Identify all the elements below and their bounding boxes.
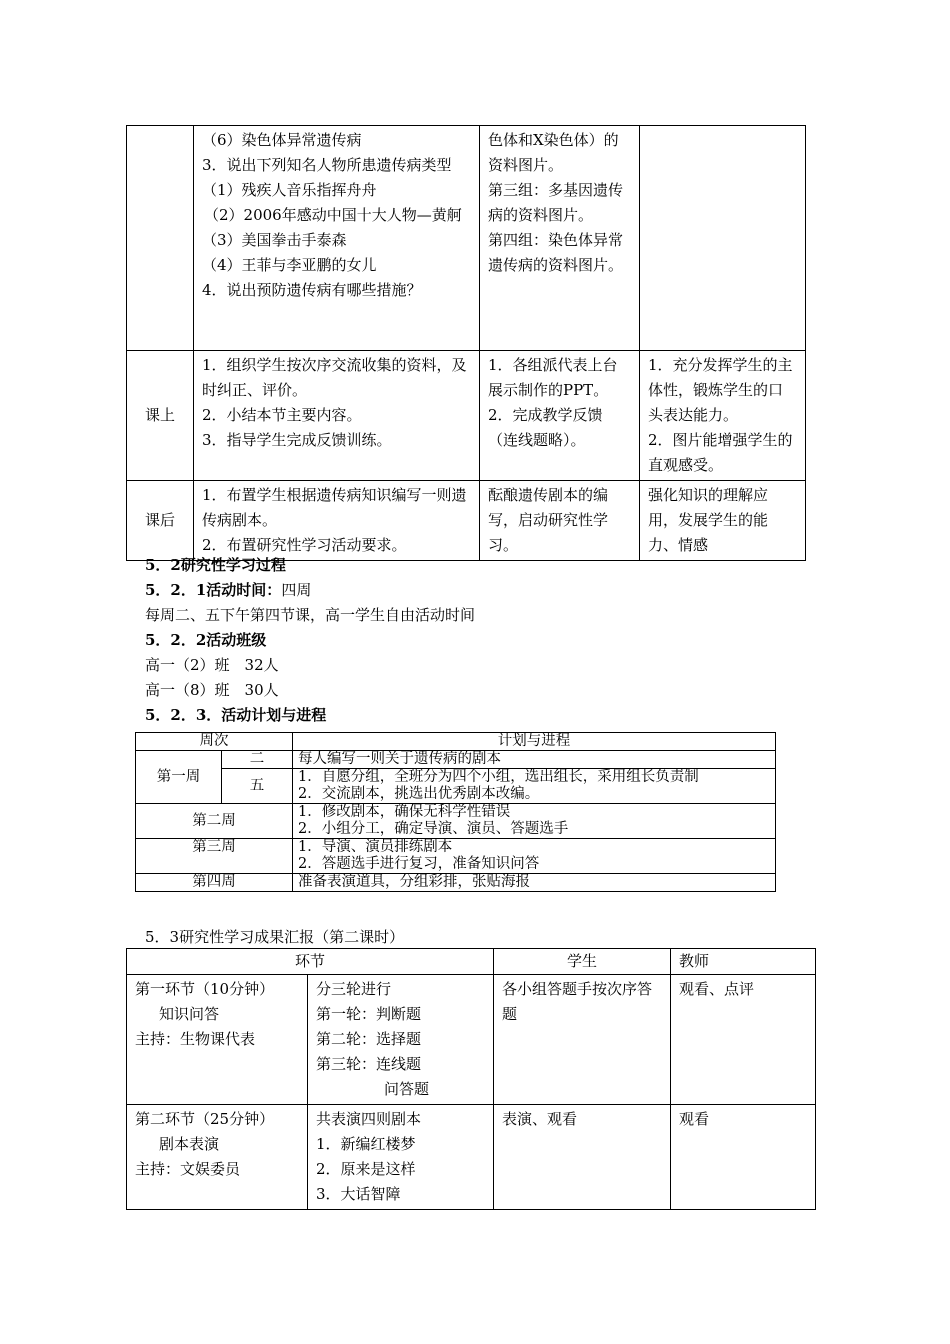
- text-line: 1．修改剧本，确保无科学性错误: [298, 804, 511, 820]
- subsection-heading: 5．2．2活动班级: [145, 631, 267, 649]
- column-header: 环节: [127, 949, 494, 975]
- paragraph: 每周二、五下午第四节课，高一学生自由活动时间: [145, 606, 476, 624]
- text-line: 主持：文娱委员: [135, 1160, 241, 1178]
- content-cell: [308, 1105, 494, 1210]
- text-line: （4）王菲与李亚鹏的女儿: [202, 256, 377, 274]
- text-line: 1．导演、演员排练剧本: [298, 839, 453, 855]
- column-header: 周次: [136, 733, 293, 751]
- text-line: （1）残疾人音乐指挥舟舟: [202, 181, 377, 199]
- text-line: 1．充分发挥学生的主体性，锻炼学生的口头表达能力。: [648, 356, 793, 424]
- table-row: [136, 751, 776, 769]
- text-line: 2．答题选手进行复习，准备知识问答: [298, 856, 540, 872]
- text-line: 1．组织学生按次序交流收集的资料，及时纠正、评价。: [202, 356, 467, 399]
- text-line: 2．小组分工，确定导演、演员、答题选手: [298, 821, 569, 837]
- text-line: 1．自愿分组，全班分为四个小组，选出组长，采用组长负责制: [298, 769, 699, 785]
- section-heading: 5．3研究性学习成果汇报（第二课时）: [145, 928, 405, 946]
- table-row: [136, 769, 776, 804]
- text-line: 第一轮：判断题: [316, 1005, 422, 1023]
- teacher-activity-cell: [194, 481, 480, 561]
- activity-plan-table: [135, 732, 776, 892]
- text-line: （6）染色体异常遗传病: [202, 131, 362, 149]
- table-row: [127, 126, 806, 351]
- text-line: 2．图片能增强学生的直观感受。: [648, 431, 793, 474]
- section-heading: 5．2研究性学习过程: [145, 556, 286, 574]
- text-line: 共表演四则剧本: [316, 1110, 422, 1128]
- text-line: 色体和X染色体）的资料图片。: [488, 131, 619, 174]
- teacher-activity-cell: [194, 126, 480, 351]
- text-line: 第二环节（25分钟）: [135, 1110, 275, 1128]
- text-line: 1．新编红楼梦: [316, 1135, 416, 1153]
- stage-cell: [127, 975, 308, 1105]
- table-row: [127, 481, 806, 561]
- text-line: 3．说出下列知名人物所患遗传病类型: [202, 156, 452, 174]
- text-line: 第三组：多基因遗传病的资料图片。: [488, 181, 624, 224]
- stage-label-cell: [127, 126, 194, 351]
- teacher-cell: 观看、点评: [671, 975, 816, 1105]
- text-line: 2．交流剧本，挑选出优秀剧本改编。: [298, 786, 540, 802]
- text-line: 2．布置研究性学习活动要求。: [202, 536, 407, 554]
- student-cell: 各小组答题手按次序答题: [494, 975, 671, 1105]
- text-line: 2．原来是这样: [316, 1160, 416, 1178]
- table-row: [136, 839, 776, 874]
- plan-cell: [293, 804, 776, 839]
- activity-time: [145, 578, 311, 602]
- text-line: 1．布置学生根据遗传病知识编写一则遗传病剧本。: [202, 486, 467, 529]
- plan-cell: 每人编写一则关于遗传病的剧本: [293, 751, 776, 769]
- student-cell: 表演、观看: [494, 1105, 671, 1210]
- table-row: [136, 804, 776, 839]
- table-row: [136, 733, 776, 751]
- day-label: 二: [222, 751, 293, 769]
- week-label: 第三周: [136, 839, 293, 874]
- plan-cell: [293, 839, 776, 874]
- design-intent-cell: [640, 351, 806, 481]
- table-row: [127, 351, 806, 481]
- subsection-heading: 5．2．1活动时间：: [145, 581, 282, 599]
- student-activity-cell: [480, 126, 640, 351]
- week-label: 第一周: [136, 751, 222, 804]
- text-line: 知识问答: [159, 1005, 220, 1023]
- text-line: 主持：生物课代表: [135, 1030, 256, 1048]
- text-line: 分三轮进行: [316, 980, 392, 998]
- text-line: 问答题: [384, 1080, 430, 1098]
- teacher-activity-cell: [194, 351, 480, 481]
- text-line: 4．说出预防遗传病有哪些措施？: [202, 281, 422, 299]
- text-line: 第一环节（10分钟）: [135, 980, 275, 998]
- week-label: 第四周: [136, 874, 293, 892]
- paragraph: 高一（2）班 32人: [145, 656, 279, 674]
- plan-cell: 准备表演道具，分组彩排，张贴海报: [293, 874, 776, 892]
- design-intent-cell: [640, 126, 806, 351]
- plan-cell: [293, 769, 776, 804]
- table-row: [127, 949, 816, 975]
- teacher-cell: 观看: [671, 1105, 816, 1210]
- day-label: 五: [222, 769, 293, 804]
- text-line: 第二轮：选择题: [316, 1030, 422, 1048]
- subsection-heading: 5．2．3．活动计划与进程: [145, 706, 327, 724]
- stage-label-cell: 课后: [127, 481, 194, 561]
- text-line: 3．指导学生完成反馈训练。: [202, 431, 392, 449]
- student-activity-cell: 酝酿遗传剧本的编写，启动研究性学习。: [480, 481, 640, 561]
- text-line: 1．各组派代表上台展示制作的PPT。: [488, 356, 618, 399]
- text-line: 剧本表演: [159, 1135, 220, 1153]
- column-header: 学生: [494, 949, 671, 975]
- column-header: 教师: [671, 949, 816, 975]
- stage-label-cell: 课上: [127, 351, 194, 481]
- design-intent-cell: 强化知识的理解应用，发展学生的能力、情感: [640, 481, 806, 561]
- text-line: 第四组：染色体异常遗传病的资料图片。: [488, 231, 624, 274]
- student-activity-cell: [480, 351, 640, 481]
- text-line: 2．小结本节主要内容。: [202, 406, 362, 424]
- text-line: （2）2006年感动中国十大人物—黄舸: [204, 206, 462, 224]
- paragraph: 高一（8）班 30人: [145, 681, 279, 699]
- table-row: [127, 975, 816, 1105]
- week-label: 第二周: [136, 804, 293, 839]
- table-row: [136, 874, 776, 892]
- lesson-plan-table: [126, 125, 806, 561]
- content-cell: [308, 975, 494, 1105]
- text-line: 3．大话智障: [316, 1185, 401, 1203]
- table-row: [127, 1105, 816, 1210]
- text-line: 第三轮：连线题: [316, 1055, 422, 1073]
- text-line: （3）美国拳击手泰森: [202, 231, 347, 249]
- text-line: 2．完成教学反馈（连线题略）。: [488, 406, 603, 449]
- stage-cell: [127, 1105, 308, 1210]
- column-header: 计划与进程: [293, 733, 776, 751]
- activity-time-value: 四周: [281, 581, 312, 599]
- results-report-table: [126, 948, 816, 1210]
